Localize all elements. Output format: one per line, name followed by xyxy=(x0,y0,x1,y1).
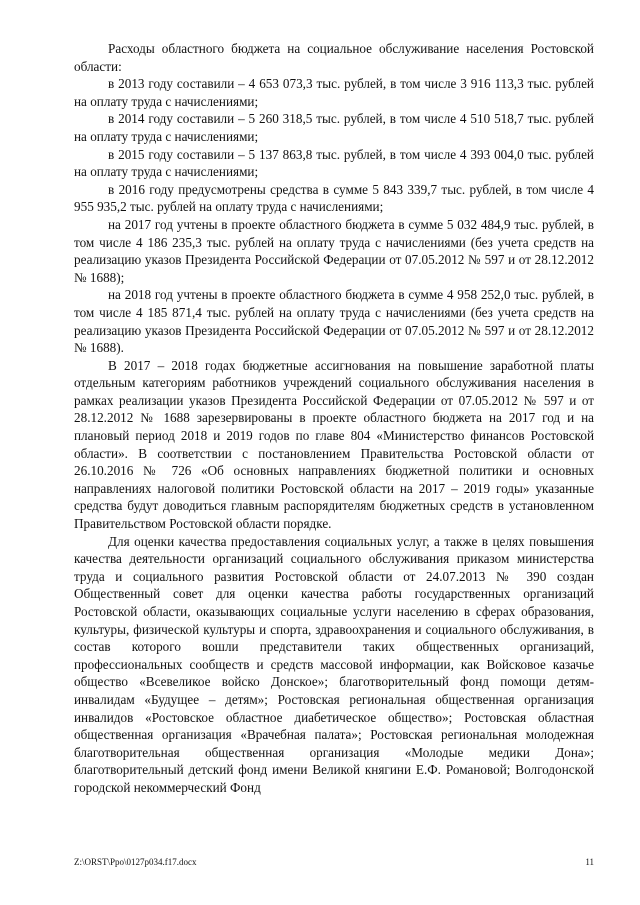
paragraph-2017: на 2017 год учтены в проекте областного бюджета в сумме 5 032 484,9 тыс. рублей, в том числе 4 186 235,3 тыс. рублей на оплату труда с начислениями (без учета средств на реализацию указов Президента Российской Федерации от 07.05.2012 № 597 и от 28.12.2012 № 1688); xyxy=(74,216,594,285)
paragraph-2018: на 2018 год учтены в проекте областного бюджета в сумме 4 958 252,0 тыс. рублей, в том числе 4 185 871,4 тыс. рублей на оплату труда с начислениями (без учета средств на реализацию указов Президента Российской Федерации от 07.05.2012 № 597 и от 28.12.2012 № 1688). xyxy=(74,287,594,356)
body-text xyxy=(74,40,594,797)
paragraph-public-council: Для оценки качества предоставления социальных услуг, а также в целях повышения качества деятельности организаций социального обслуживания приказом министерства труда и социального развития Ростовской области от 24.07.2013 № 390 создан Общественный совет для оценки качества работы государственных организаций Ростовской области, оказывающих социальные услуги населению в сферах образования, культуры, физической культуры и спорта, здравоохранения и социального обслуживания, в состав которого вошли представители таких общественных организаций, профессиональных сообществ и средств массовой информации, как Войсковое казачье общество «Всевеликое войско Донское»; благотворительный фонд помощи детям-инвалидам «Будущее – детям»; Ростовская региональная общественная организация инвалидов «Ростовское областное диабетическое общество»; Ростовская областная общественная организация «Врачебная палата»; Ростовская региональная молодежная благотворительная общественная организация «Молодые медики Дона»; благотворительный детский фонд имени Великой княгини Е.Ф. Романовой; Волгодонской городской некоммерческий Фонд xyxy=(74,533,594,795)
paragraph-2014: в 2014 году составили – 5 260 318,5 тыс. рублей, в том числе 4 510 518,7 тыс. рублей на оплату труда с начислениями; xyxy=(74,111,594,144)
file-path: Z:\ORST\Ppo\0127p034.f17.docx xyxy=(74,857,197,867)
paragraph-2013: в 2013 году составили – 4 653 073,3 тыс. рублей, в том числе 3 916 113,3 тыс. рублей на оплату труда с начислениями; xyxy=(74,76,594,109)
paragraph-2015: в 2015 году составили – 5 137 863,8 тыс. рублей, в том числе 4 393 004,0 тыс. рублей на оплату труда с начислениями; xyxy=(74,146,594,180)
paragraph-salary-reserve: В 2017 – 2018 годах бюджетные ассигнования на повышение заработной платы отдельным категориям работников учреждений социального обслуживания населения в рамках реализации указов Президента Российской Федерации от 07.05.2012 № 597 и от 28.12.2012 № 1688 зарезервированы в проекте областного бюджета на 2017 год и на плановый период 2018 и 2019 годов по главе 804 «Министерство финансов Ростовской области». В соответствии с постановлением Правительства Ростовской области от 26.10.2016 № 726 «Об основных направлениях бюджетной политики и основных направлениях налоговой политики Ростовской области на 2017 – 2019 годы» указанные средства будут доводиться главным распорядителям бюджетных средств в установленном Правительством Ростовской области порядке. xyxy=(74,357,594,532)
paragraph-2016: в 2016 году предусмотрены средства в сумме 5 843 339,7 тыс. рублей, в том числе 4 955 935,2 тыс. рублей на оплату труда с начислениями; xyxy=(74,181,594,215)
paragraph-intro: Расходы областного бюджета на социальное обслуживание населения Ростовской области: xyxy=(74,41,594,74)
page-number: 11 xyxy=(585,857,594,867)
